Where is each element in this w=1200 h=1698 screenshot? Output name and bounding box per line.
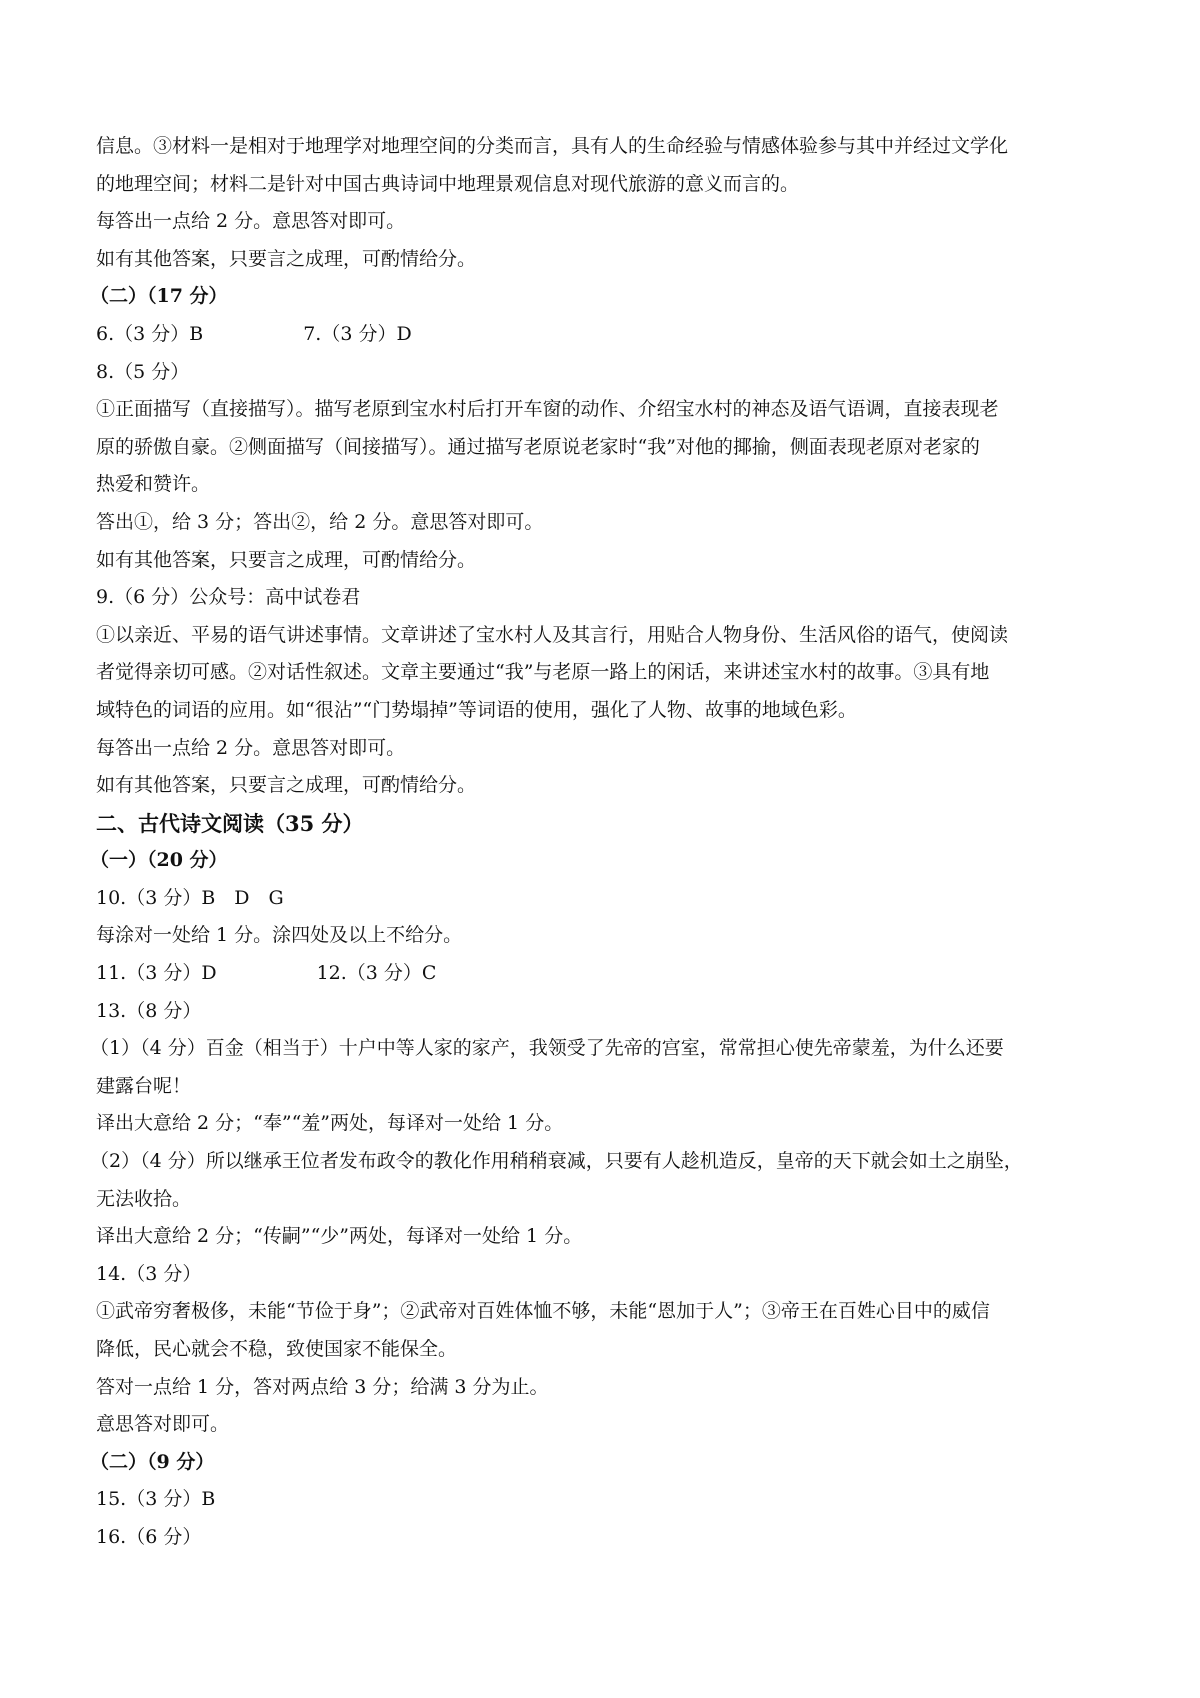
text-line: ①以亲近、平易的语气讲述事情。文章讲述了宝水村人及其言行，用贴合人物身份、生活风俗的语气，使阅读 [96, 623, 1009, 646]
text-line: 建露台呢！ [96, 1074, 192, 1097]
text-line: ①正面描写（直接描写）。描写老原到宝水村后打开车窗的动作、介绍宝水村的神态及语气语调，直接表现老 [96, 398, 999, 421]
text-line: 者觉得亲切可感。②对话性叙述。文章主要通过“我”与老原一路上的闲话，来讲述宝水村的故事。③具有地 [96, 661, 990, 684]
text-line: 的地理空间；材料二是针对中国古典诗词中地理景观信息对现代旅游的意义而言的。 [96, 172, 800, 195]
question-number: 16.（6 分） [96, 1525, 202, 1548]
question-number: 9.（6 分）公众号：高中试卷君 [96, 586, 361, 609]
text-line: 热爱和赞许。 [96, 473, 211, 496]
answer-pair [96, 955, 1116, 993]
question-number: 14.（3 分） [96, 1262, 202, 1285]
question-number: 10.（3 分）B D G [96, 886, 284, 909]
answer-item: 7.（3 分）D [303, 322, 412, 345]
text-line: 信息。③材料一是相对于地理学对地理空间的分类而言，具有人的生命经验与情感体验参与其中并经过文学化 [96, 135, 1009, 157]
text-line: （1）（4 分）百金（相当于）十户中等人家的家产，我领受了先帝的宫室，常常担心使先帝蒙羞，为什么还要 [90, 1037, 1004, 1060]
scoring-note: 意思答对即可。 [96, 1413, 230, 1436]
section-heading: （二）（9 分） [90, 1450, 215, 1473]
answer-item: 11.（3 分）D [96, 962, 217, 985]
text-line: ①武帝穷奢极侈，未能“节俭于身”；②武帝对百姓体恤不够，未能“恩加于人”；③帝王在百姓心目中的威信 [96, 1300, 990, 1323]
scoring-note: 如有其他答案，只要言之成理，可酌情给分。 [96, 774, 477, 797]
scoring-note: 如有其他答案，只要言之成理，可酌情给分。 [96, 247, 477, 270]
part-heading: 二、古代诗文阅读（35 分） [96, 810, 364, 836]
question-number: 15.（3 分）B [96, 1488, 216, 1511]
answer-key-page [90, 128, 1116, 1557]
section-heading: （二）（17 分） [90, 285, 228, 308]
question-number: 13.（8 分） [96, 999, 202, 1022]
scoring-note: 每答出一点给 2 分。意思答对即可。 [96, 210, 406, 233]
answer-item: 12.（3 分）C [316, 962, 437, 985]
text-line: 无法收拾。 [96, 1187, 192, 1210]
answer-pair [96, 316, 1116, 354]
text-line: 域特色的词语的应用。如“很沾”“门势塌掉”等词语的使用，强化了人物、故事的地域色彩。 [96, 698, 857, 721]
scoring-note: 如有其他答案，只要言之成理，可酌情给分。 [96, 548, 477, 571]
scoring-note: 译出大意给 2 分；“奉”“羞”两处，每译对一处给 1 分。 [96, 1112, 564, 1135]
question-number: 8.（5 分） [96, 360, 190, 383]
section-heading: （一）（20 分） [90, 849, 228, 872]
scoring-note: 每涂对一处给 1 分。涂四处及以上不给分。 [96, 924, 463, 947]
answer-item: 6.（3 分）B [96, 322, 204, 345]
scoring-note: 译出大意给 2 分；“传嗣”“少”两处，每译对一处给 1 分。 [96, 1225, 583, 1248]
text-line: 原的骄傲自豪。②侧面描写（间接描写）。通过描写老原说老家时“我”对他的揶揄，侧面表现老原对老家的 [96, 435, 980, 458]
text-line: 降低，民心就会不稳，致使国家不能保全。 [96, 1338, 458, 1360]
scoring-note: 答对一点给 1 分，答对两点给 3 分；给满 3 分为止。 [96, 1375, 549, 1398]
scoring-note: 答出①，给 3 分；答出②，给 2 分。意思答对即可。 [96, 510, 544, 533]
scoring-note: 每答出一点给 2 分。意思答对即可。 [96, 736, 406, 759]
text-line: （2）（4 分）所以继承王位者发布政令的教化作用稍稍衰减，只要有人趁机造反，皇帝的天下就会如土之崩坠， [90, 1150, 1023, 1173]
